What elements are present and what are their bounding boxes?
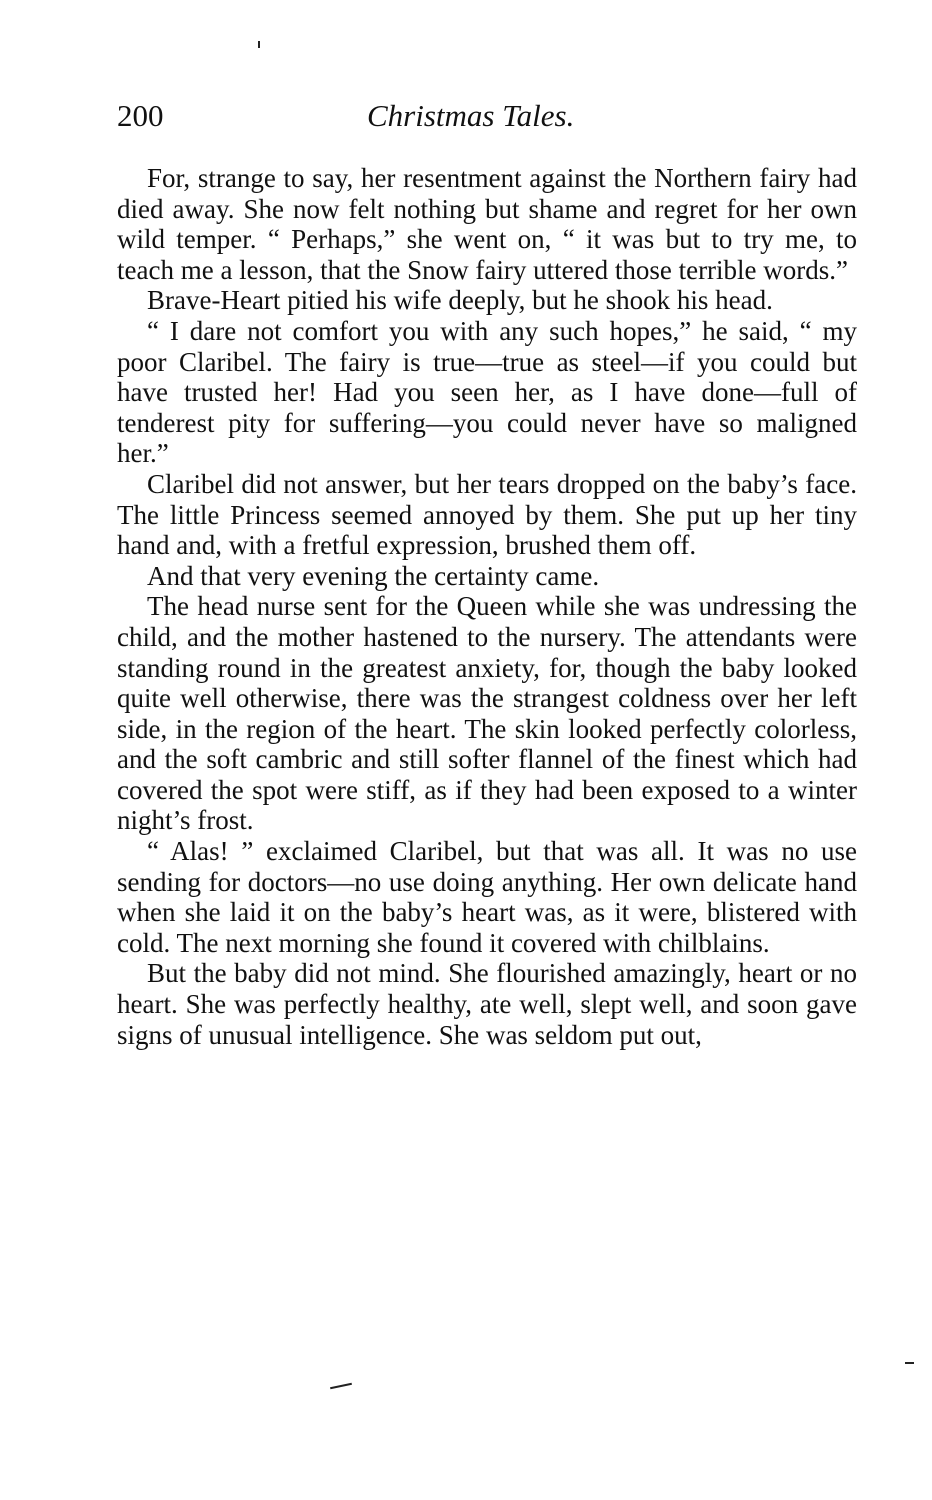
paragraph: And that very evening the certainty came. — [147, 560, 600, 591]
paragraph: Brave-Heart pitied his wife deeply, but he shook his head. — [147, 285, 773, 316]
catchword-mark — [330, 1383, 352, 1390]
paragraph: “ Alas! ” exclaimed Claribel, but that was all. It was no use sending for doctors—no use doing anything. Her own delicate hand when she laid it on the baby’s heart was, as it were, blistered with cold. The next morning she found it covered with chilblains. — [117, 836, 857, 958]
running-header — [117, 96, 857, 136]
paragraph: Claribel did not answer, but her tears dropped on the baby’s face. The little Princess seemed annoyed by them. She put up her tiny hand and, with a fretful expression, brushed them off. — [117, 468, 857, 561]
running-title: Christmas Tales. — [367, 98, 575, 133]
ink-speck — [258, 41, 260, 48]
paragraph: “ I dare not comfort you with any such hopes,” he said, “ my poor Claribel. The fairy is true—true as steel—if you could but have trusted her! Had you seen her, as I have done—full of tenderest pity for suffering—you could never have so maligned her.” — [117, 315, 857, 469]
paragraph: The head nurse sent for the Queen while she was undressing the child, and the mother hastened to the nursery. The attendants were standing round in the greatest anxiety, for, though the baby looked quite well otherwise, there was the strangest coldness over her left side, in the region of the heart. The skin looked perfectly colorless, and the soft cambric and still softer flannel of the finest which had covered the spot were stiff, as if they had been exposed to a winter night’s frost. — [117, 591, 857, 836]
ink-speck — [905, 1362, 914, 1364]
page-number: 200 — [117, 98, 164, 133]
body-text — [117, 163, 857, 1050]
paragraph: But the baby did not mind. She flourished amazingly, heart or no heart. She was perfectly healthy, ate well, slept well, and soon gave signs of unusual intelligence. She was seldom put out, — [117, 958, 857, 1050]
paragraph: For, strange to say, her resentment against the Northern fairy had died away. She now felt nothing but shame and regret for her own wild temper. “ Perhaps,” she went on, “ it was but to try me, to teach me a lesson, that the Snow fairy uttered those terrible words.” — [117, 163, 857, 285]
